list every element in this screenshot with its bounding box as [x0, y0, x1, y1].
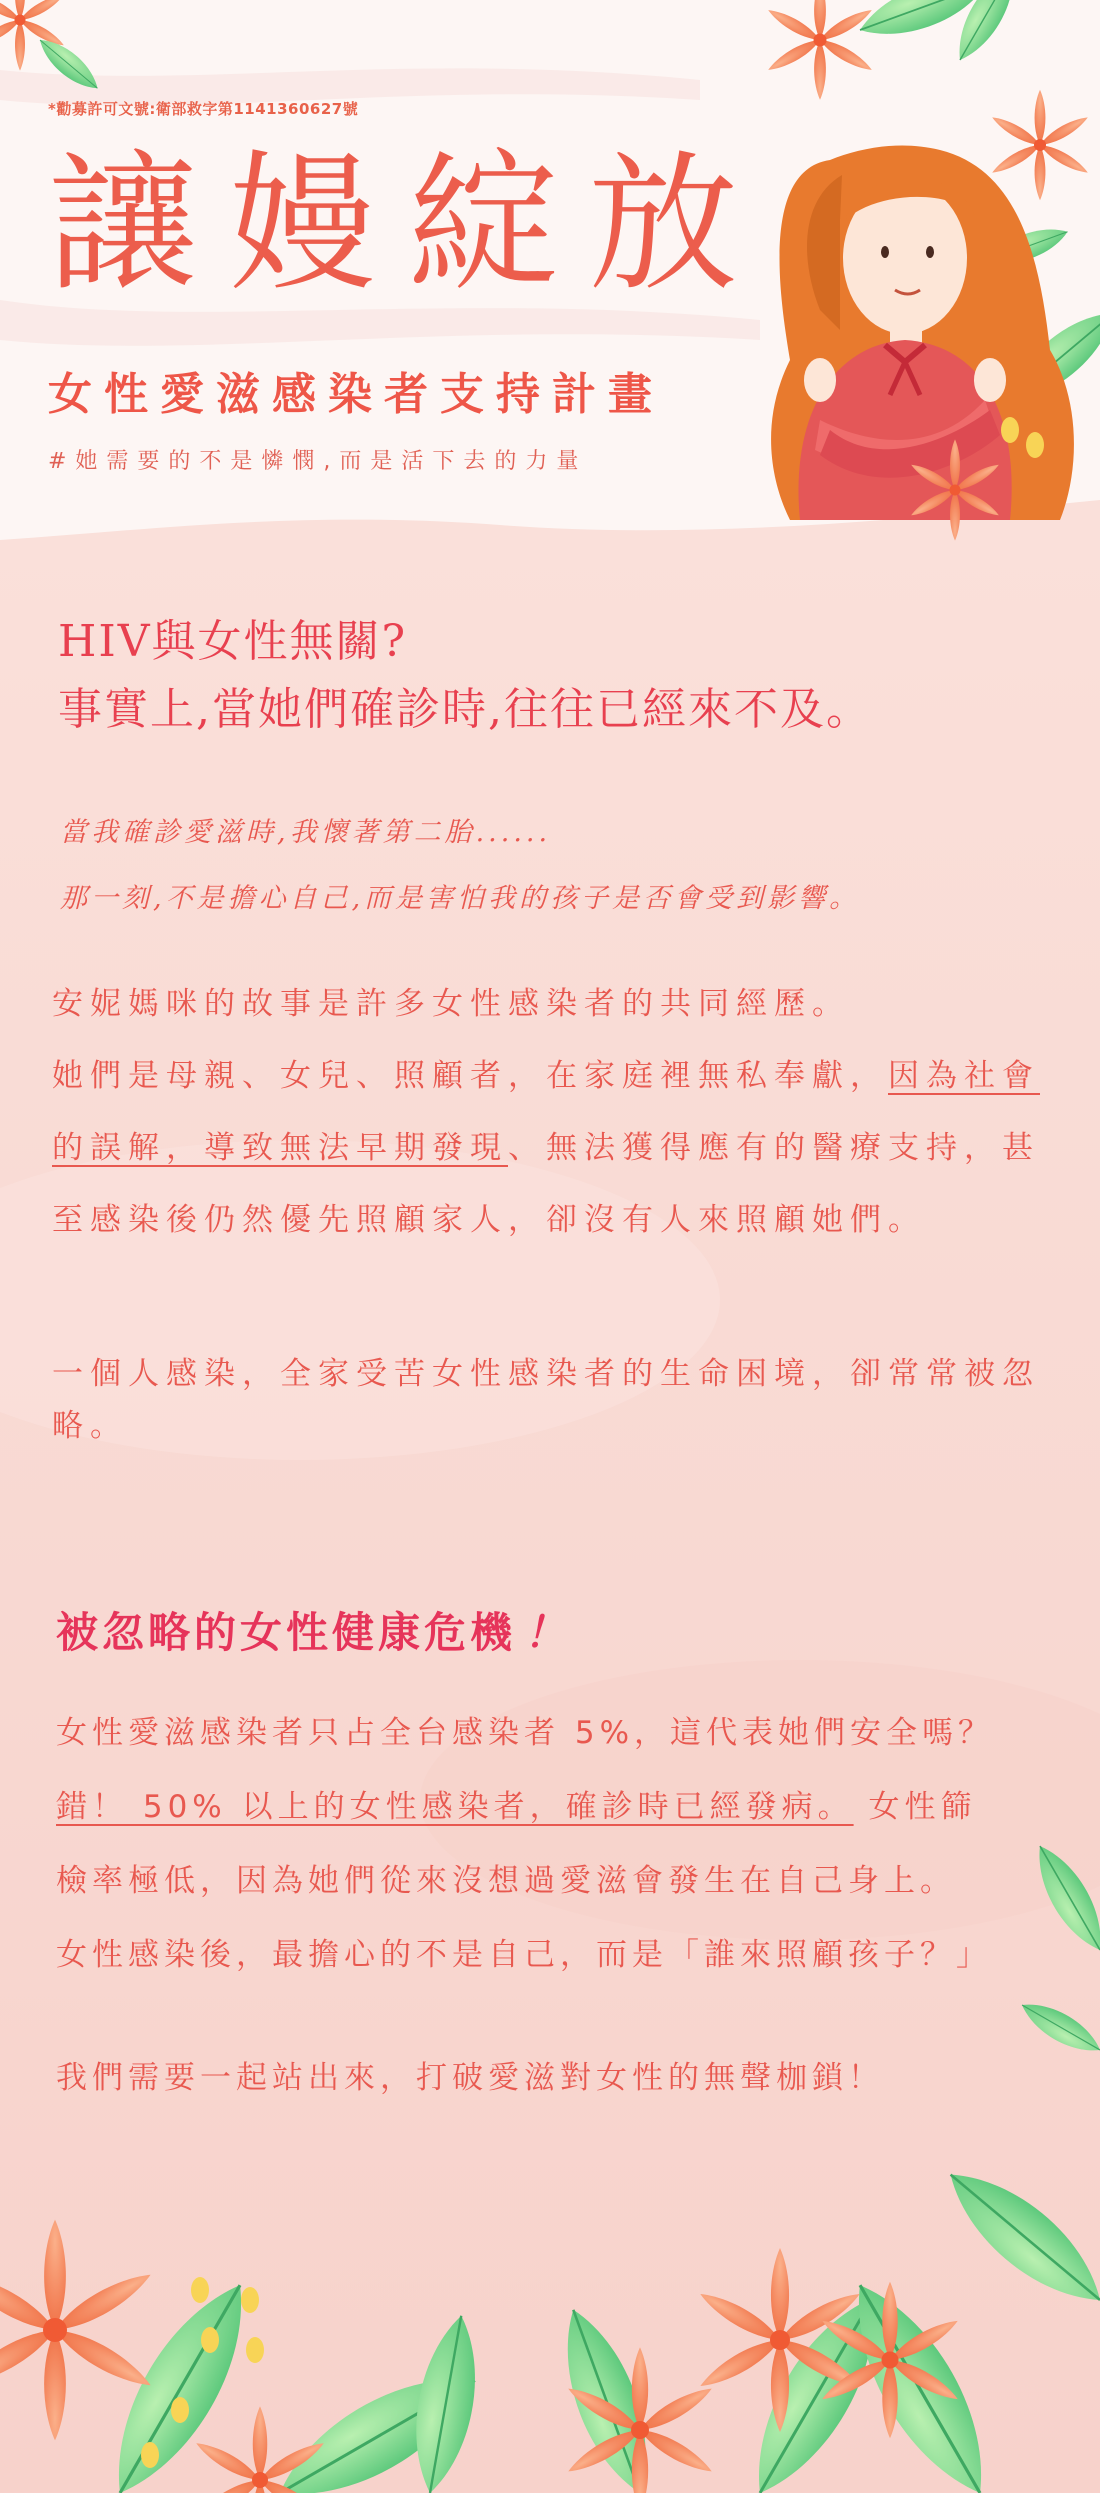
- crisis-line-1: 女性愛滋感染者只占全台感染者 5%，這代表她們安全嗎？: [56, 1715, 995, 1751]
- story-text: 她們是母親、女兒、照顧者，在家庭裡無私奉獻，: [52, 1058, 888, 1094]
- handwritten-quote: [60, 800, 860, 932]
- quote-line-1: 當我確診愛滋時,我懷著第二胎......: [60, 817, 552, 848]
- story-sentence-1: 安妮媽咪的故事是許多女性感染者的共同經歷。: [52, 986, 850, 1022]
- story-text-end: 、無法獲得應有的醫療支持，甚至感染後仍然優先照顧家人，卻沒有人來照顧她們。: [52, 1130, 1040, 1238]
- crisis-body: [56, 1696, 1066, 1992]
- crisis-line-3: 檢率極低，因為她們從來沒想過愛滋會發生在自己身上。: [56, 1863, 956, 1899]
- story-paragraph: [52, 968, 1052, 1256]
- page-subtitle: 女性愛滋感染者支持計畫: [48, 369, 664, 420]
- quote-line-2: 那一刻,不是擔心自己,而是害怕我的孩子是否會受到影響。: [60, 883, 861, 914]
- intro-line-1: HIV與女性無關?: [58, 616, 408, 667]
- story-sentence-2: [52, 1040, 1052, 1256]
- permit-number: *勸募許可文號:衛部救字第1141360627號: [48, 100, 359, 118]
- crisis-line-4: 女性感染後，最擔心的不是自己，而是「誰來照顧孩子？」: [56, 1937, 992, 1973]
- crisis-underlined: 錯！ 50% 以上的女性感染者，確診時已經發病。: [56, 1789, 854, 1825]
- intro-line-2: 事實上,當她們確診時,往往已經來不及。: [58, 684, 872, 735]
- crisis-heading: [56, 1600, 570, 1660]
- crisis-line-2: [56, 1770, 1066, 1844]
- tagline: #她需要的不是憐憫,而是活下去的力量: [48, 449, 588, 474]
- crisis-exclamation: ！: [524, 1608, 571, 1657]
- intro-heading: [58, 608, 872, 744]
- story-underlined: 因為社會的誤解，導致無法早期發現: [52, 1058, 1040, 1166]
- story-sentence-3: 一個人感染，全家受苦女性感染者的生命困境，卻常常被忽略。: [52, 1356, 1040, 1444]
- page-title: 讓嫚綻放: [48, 138, 769, 312]
- crisis-heading-text: 被忽略的女性健康危機: [56, 1608, 517, 1657]
- call-to-action: 我們需要一起站出來，打破愛滋對女性的無聲枷鎖！: [56, 2060, 884, 2096]
- crisis-line-2-end: 女性篩: [853, 1789, 977, 1825]
